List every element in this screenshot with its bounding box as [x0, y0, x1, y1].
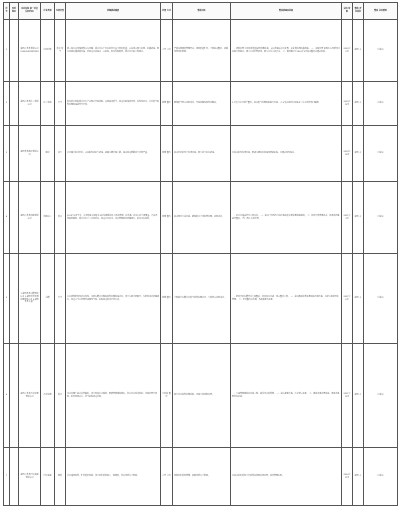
header-region: 省份 地区	[10, 3, 19, 20]
cell-company: 湖州市某某有限公司 913305XXXXXXXX	[19, 20, 41, 82]
cell-industry: 建材	[41, 126, 55, 182]
cell-description: 群众信访举报该企业生产过程中异味扰民，夜间偷排废气，周边居民深受其害，经现场检查，企业废气收集处理设施运行不正常。	[66, 82, 161, 126]
cell-description: 污水处理厂进水浓度偏低，部分时段出水超标，配套管网建设滞后，存在污水直排现象；污泥处置不规范，堆存时间过长，臭气影响周边居民。	[66, 344, 161, 448]
cell-measures: 已完成堆场封闭改造，配备车辆冲洗设施及喷淋系统，已通过现场核查。	[231, 126, 342, 182]
cell-region	[10, 448, 19, 506]
cell-unit: 湖州 市	[353, 126, 364, 182]
cell-disposal: 立行 立改	[161, 448, 173, 506]
cell-deadline: 2020年 11月	[342, 448, 353, 506]
cell-target: 完成雨污分流改造，确保废水全部纳管处理，达标排放。	[173, 182, 231, 254]
cell-target: 全面提升电镀企业废气收集处理水平，实现稳定达标排放。	[173, 254, 231, 344]
cell-measures: 一、实施管网建设和改造工程，提高污水收集率。 二、完成提标改造，出水稳定达标。 三、建设污泥处置设施，规范污泥暂存和转运。	[231, 344, 342, 448]
cell-status: 已完成	[364, 254, 398, 344]
cell-measures: 已完成危险废物分类收集和规范转移处置，完善管理台账。	[231, 448, 342, 506]
cell-unit: 湖州 市	[353, 20, 364, 82]
cell-industry: 化工制造	[41, 82, 55, 126]
cell-deadline: 2020年 12月	[342, 82, 353, 126]
header-industry: 行业类别	[41, 3, 55, 20]
table-row	[4, 254, 398, 344]
cell-pollution: 固废	[55, 448, 66, 506]
cell-description: 2019年5月至今，企业喷涂车间废水未经处理直接排入雨水管网，经监测，排放口化学需氧量、石油类等指标超标。该企业位于工业园区内，周边企业较多，排水管网混接问题突出，群众多次投诉。	[66, 182, 161, 254]
cell-industry: 纺织印染	[41, 20, 55, 82]
cell-disposal: 限期 整改	[161, 254, 173, 344]
cell-company: 1.湖州某某电镀有限公司 2.湖州某某表面处理有限公司 3.湖州某某五金厂	[19, 254, 41, 344]
cell-no: 3	[4, 126, 10, 182]
cell-target: 严格按照固废管理要求，规范废渣贮存，全面完成整改，消除环境风险隐患。	[173, 20, 231, 82]
cell-status: 已完成	[364, 344, 398, 448]
cell-measures: 一、对企业违法行为立案查处。 二、完成厂区雨污分流改造和废水预处理设施建设。 三、园区开展管网排查，对混接问题进行整治。 四、落实长效监管。	[231, 182, 342, 254]
header-disposal: 处置 方式	[161, 3, 173, 20]
cell-region	[10, 126, 19, 182]
cell-target: 提升污水收集处理效能，污泥实现规范处置。	[173, 344, 231, 448]
table-row	[4, 182, 398, 254]
cell-pollution: 扬尘	[55, 126, 66, 182]
cell-disposal: 分阶段 整改	[161, 344, 173, 448]
table-row	[4, 82, 398, 126]
header-description: 问题描述摘要	[66, 3, 161, 20]
table-row	[4, 20, 398, 82]
rectification-table	[3, 2, 398, 506]
cell-pollution: 废水	[55, 344, 66, 448]
cell-measures: 一、规范处置 已对堆存废渣进行清理转运，交由有资质单位处置，并完善防雨防渗措施。 二、加强监管 属地生态环境部门加强日常巡查，建立长效监管机制，落实企业主体责任。 三、该问题已于2020年9月完成整改并通过验收。	[231, 20, 342, 82]
cell-unit: 湖州 市	[353, 254, 364, 344]
table-header-row	[4, 3, 398, 20]
header-deadline: 完成 时限	[342, 3, 353, 20]
header-unit: 整改 责任单位	[353, 3, 364, 20]
cell-company: 湖州市某某机械有限公司	[19, 182, 41, 254]
cell-measures: 1.已责令企业停产整改，完成废气处理设施提升改造。 2.安装在线监控设施并与生态环境部门联网。	[231, 82, 342, 126]
table-row	[4, 344, 398, 448]
cell-description: 企业违规收集、贮存废旧物资，部分危险废物混入一般固废，存在环境安全隐患。	[66, 448, 161, 506]
cell-target: 确保废气稳定达标排放，异味问题得到有效解决。	[173, 82, 231, 126]
cell-deadline: 2021年 6月	[342, 254, 353, 344]
cell-industry: 电镀	[41, 254, 55, 344]
cell-pollution: 大气	[55, 82, 66, 126]
cell-description: 第二轮中央环保督察交办问题：该企业在厂区内堆存大量含染料废渣，未按规定落实防雨、防渗措施，雨水冲刷后渗滤液外溢，对周边水体造成一定影响。群众反映强烈，该企业已被立案调查。	[66, 20, 161, 82]
cell-company: 湖州某某建材有限公司	[19, 126, 41, 182]
cell-region	[10, 254, 19, 344]
cell-description: 企业露天堆放原料，未采取有效防尘措施，运输车辆带泥上路，造成周边道路扬尘污染严重。	[66, 126, 161, 182]
cell-no: 5	[4, 254, 10, 344]
cell-region	[10, 20, 19, 82]
cell-unit: 湖州 市	[353, 182, 364, 254]
cell-status: 已完成	[364, 20, 398, 82]
cell-pollution: 大气	[55, 254, 66, 344]
cell-no: 4	[4, 182, 10, 254]
cell-region	[10, 182, 19, 254]
cell-target: 规范危险废物管理，消除环境安全隐患。	[173, 448, 231, 506]
cell-industry: 再生资源	[41, 448, 55, 506]
cell-region	[10, 344, 19, 448]
cell-description: 中央督察组现场检查发现，多家电镀企业酸雾收集处理设施老化，部分车间门窗敞开，无组织排放问题突出，周边空气中有明显刺激性气味，影响周边群众正常生活。	[66, 254, 161, 344]
header-measures: 整改措施及进展	[231, 3, 342, 20]
cell-pollution: 废水 废气	[55, 20, 66, 82]
cell-deadline: 2021年 12月	[342, 344, 353, 448]
cell-target: 完成原料堆场全封闭改造，落实扬尘防控措施。	[173, 126, 231, 182]
cell-no: 1	[4, 20, 10, 82]
cell-pollution: 废水	[55, 182, 66, 254]
cell-industry: 机械加工	[41, 182, 55, 254]
cell-status: 已完成	[364, 82, 398, 126]
table-row	[4, 448, 398, 506]
header-status: 整改 完成情况	[364, 3, 398, 20]
cell-status: 已完成	[364, 182, 398, 254]
cell-no: 2	[4, 82, 10, 126]
cell-deadline: 2020年 9月	[342, 20, 353, 82]
header-target: 整改目标	[173, 3, 231, 20]
cell-disposal: 限期 整改	[161, 82, 173, 126]
cell-status: 已完成	[364, 126, 398, 182]
header-pollution: 污染类型	[55, 3, 66, 20]
cell-company: 湖州市某某化工有限公司	[19, 82, 41, 126]
cell-deadline: 2020年 10月	[342, 126, 353, 182]
header-no: 序号	[4, 3, 10, 20]
cell-industry: 污水处理	[41, 344, 55, 448]
table-row	[4, 126, 398, 182]
cell-company: 湖州市某某污水处理有限公司	[19, 344, 41, 448]
cell-company: 湖州市某某再生资源有限公司	[19, 448, 41, 506]
cell-no: 7	[4, 448, 10, 506]
cell-deadline: 2021年 3月	[342, 182, 353, 254]
cell-unit: 湖州 市	[353, 344, 364, 448]
cell-measures: 一、组织开展电镀行业专项整治，对涉及企业逐一制定整改方案。 二、完成酸雾收集处理设施升级改造，车间实施密闭化管理。 三、开展整改后监测，各项指标均达标。	[231, 254, 342, 344]
cell-disposal: 限期 整改	[161, 182, 173, 254]
header-company: 企业名称 统一社会 信用代码	[19, 3, 41, 20]
cell-disposal: 限期 整改	[161, 126, 173, 182]
cell-unit: 湖州 市	[353, 448, 364, 506]
cell-region	[10, 82, 19, 126]
cell-status: 已完成	[364, 448, 398, 506]
cell-disposal: 立行 立改	[161, 20, 173, 82]
cell-no: 6	[4, 344, 10, 448]
cell-unit: 湖州 市	[353, 82, 364, 126]
